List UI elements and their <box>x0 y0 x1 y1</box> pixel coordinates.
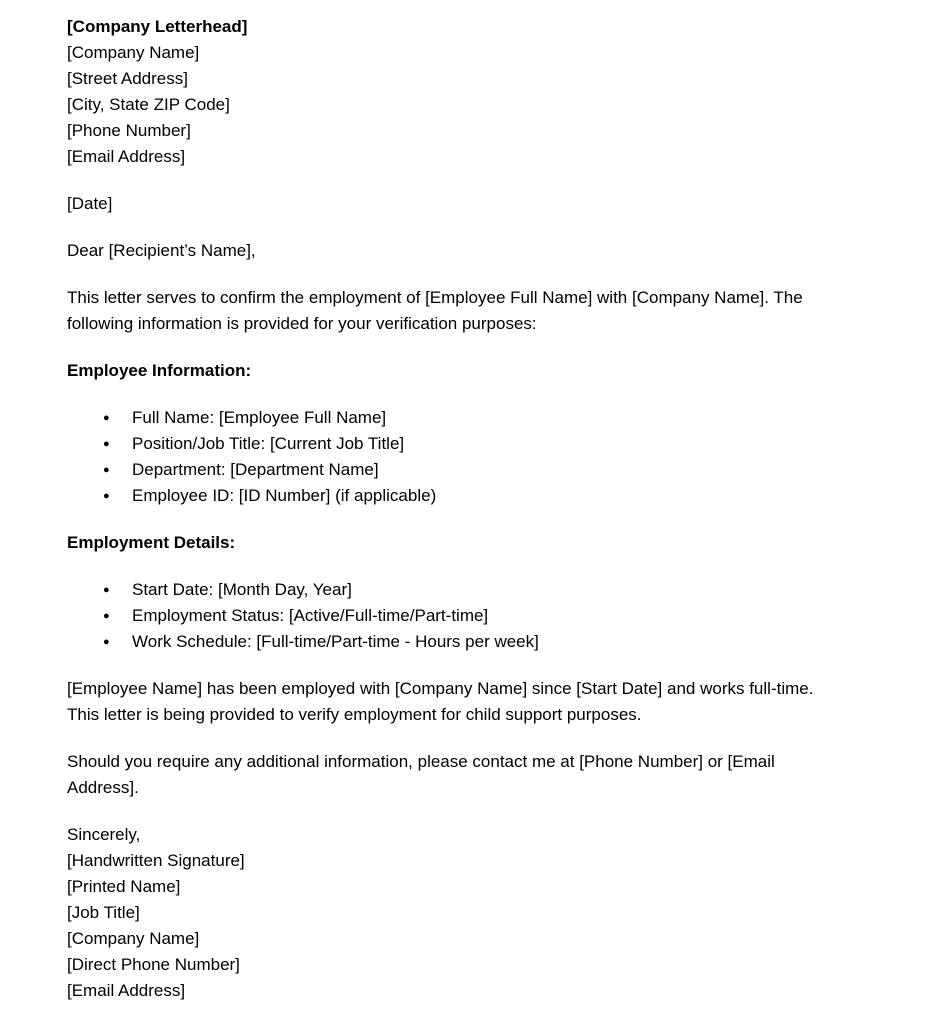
list-item: ● Work Schedule: [Full-time/Part-time - Hours per week] <box>67 629 845 655</box>
letterhead-block <box>67 14 845 170</box>
spacer-after-letterhead <box>67 170 845 191</box>
signature-line-company-name: [Company Name] <box>67 929 200 948</box>
list-item: ● Department: [Department Name] <box>67 457 845 483</box>
signature-block <box>67 822 845 1004</box>
summary-paragraph: [Employee Name] has been employed with [Company Name] since [Start Date] and works full-time. This letter is being provided to verify employment for child support purposes. <box>67 679 814 724</box>
letterhead-line-company-letterhead: [Company Letterhead] <box>67 17 248 36</box>
date-line: [Date] <box>67 194 113 213</box>
letterhead-line-city-state-zip: [City, State ZIP Code] <box>67 95 230 114</box>
spacer-after-date <box>67 217 845 238</box>
spacer-after-employee-info-list <box>67 509 845 530</box>
signature-line-handwritten-signature: [Handwritten Signature] <box>67 851 245 870</box>
spacer-after-intro <box>67 337 845 358</box>
signature-line-direct-phone-number: [Direct Phone Number] <box>67 955 240 974</box>
letterhead-line-company-name: [Company Name] <box>67 43 200 62</box>
employment-details-list <box>67 577 845 655</box>
spacer-before-employment-details-list <box>67 556 845 577</box>
spacer-after-employment-details-list <box>67 655 845 676</box>
signature-line-job-title: [Job Title] <box>67 903 140 922</box>
letterhead-line-street-address: [Street Address] <box>67 69 188 88</box>
closing-line: Sincerely, <box>67 825 141 844</box>
employee-information-heading: Employee Information: <box>67 361 252 380</box>
spacer-after-summary <box>67 728 845 749</box>
salutation: Dear [Recipient’s Name], <box>67 241 256 260</box>
signature-line-email-address: [Email Address] <box>67 981 186 1000</box>
employment-details-heading: Employment Details: <box>67 533 236 552</box>
employee-information-list <box>67 405 845 509</box>
spacer-before-employee-info-list <box>67 384 845 405</box>
list-item: ● Full Name: [Employee Full Name] <box>67 405 845 431</box>
list-item: ● Employment Status: [Active/Full-time/Part-time] <box>67 603 845 629</box>
contact-paragraph: Should you require any additional information, please contact me at [Phone Number] or [Email Address]. <box>67 752 775 797</box>
intro-paragraph: This letter serves to confirm the employment of [Employee Full Name] with [Company Name]. The following information is provided for your verification purposes: <box>67 288 803 333</box>
letterhead-line-phone-number: [Phone Number] <box>67 121 191 140</box>
spacer-after-salutation <box>67 264 845 285</box>
signature-line-printed-name: [Printed Name] <box>67 877 181 896</box>
list-item: ● Start Date: [Month Day, Year] <box>67 577 845 603</box>
letterhead-line-email-address: [Email Address] <box>67 147 186 166</box>
list-item: ● Position/Job Title: [Current Job Title] <box>67 431 845 457</box>
spacer-after-contact <box>67 801 845 822</box>
list-item: ● Employee ID: [ID Number] (if applicable) <box>67 483 845 509</box>
